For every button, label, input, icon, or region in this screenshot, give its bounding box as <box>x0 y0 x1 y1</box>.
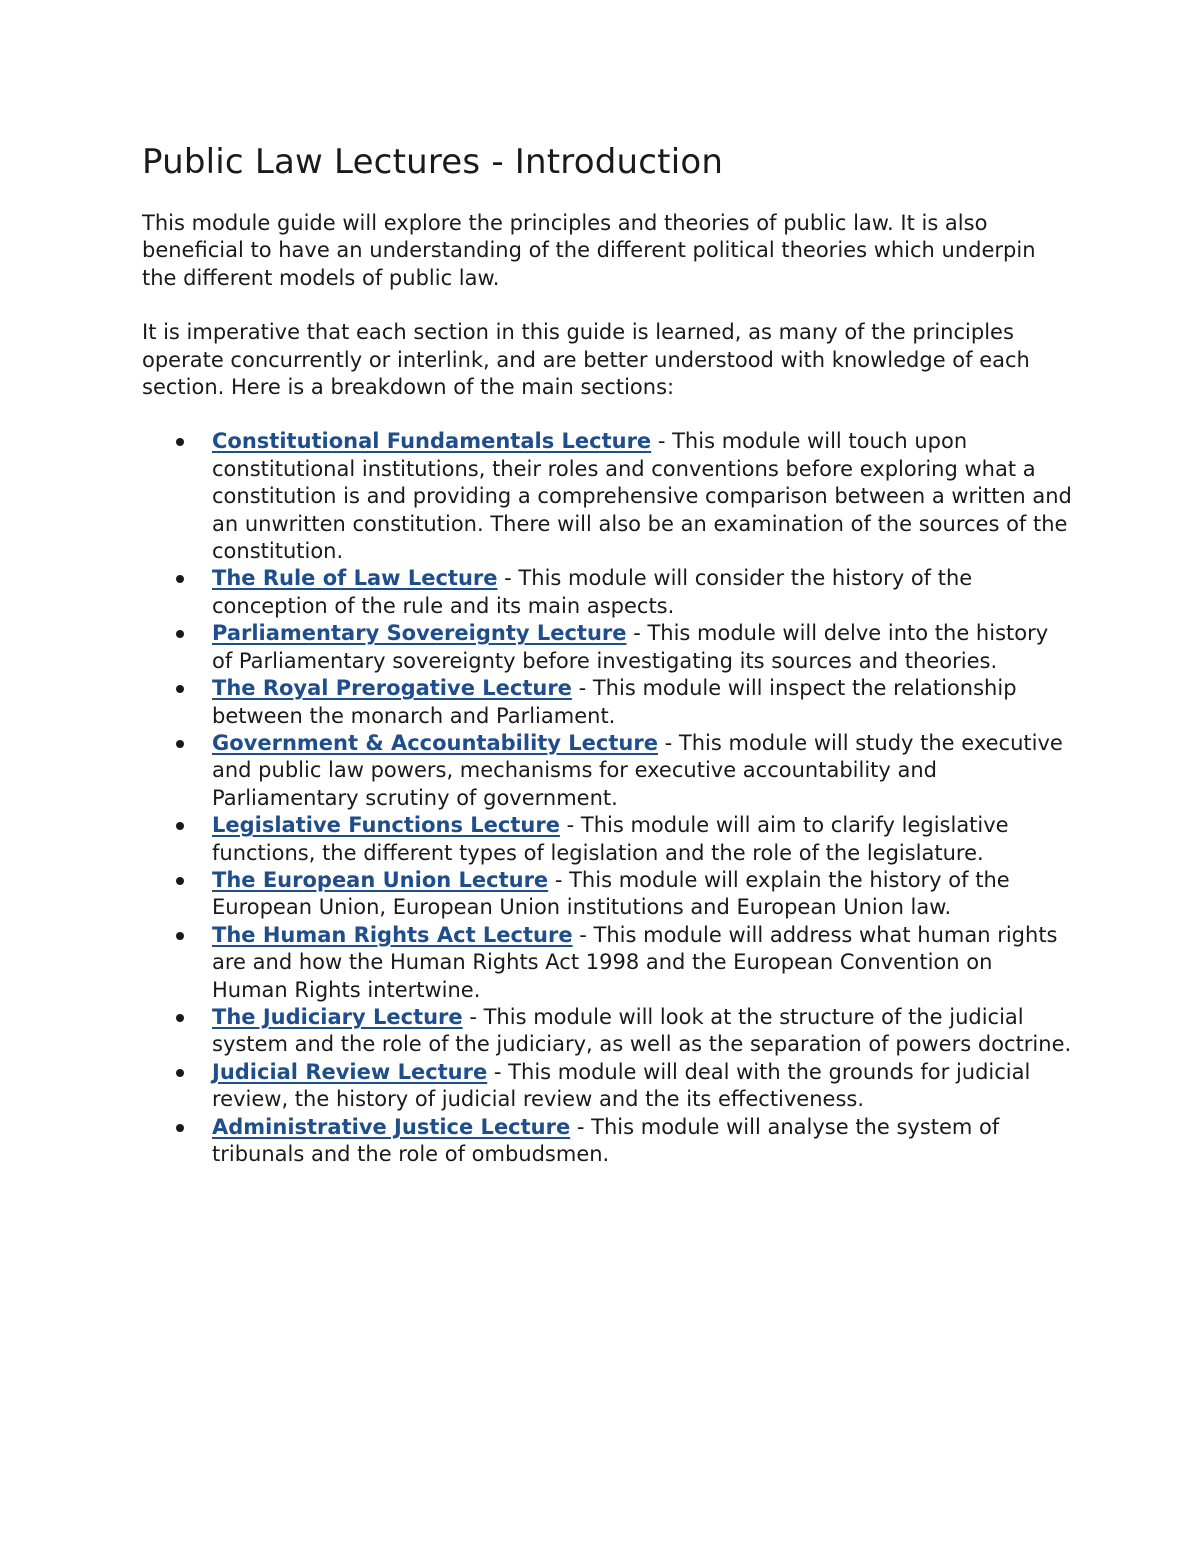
bullet-icon <box>176 822 184 830</box>
bullet-icon <box>176 630 184 638</box>
bullet-icon <box>176 1124 184 1132</box>
bullet-icon <box>176 438 184 446</box>
section-description: - This module will inspect the relationship between the monarch and Parliament. <box>212 676 1017 728</box>
section-link-rule-of-law[interactable]: The Rule of Law Lecture <box>212 566 498 591</box>
section-link-royal-prerogative[interactable]: The Royal Prerogative Lecture <box>212 676 572 701</box>
page-title: Public Law Lectures - Introduction <box>142 142 724 182</box>
list-item <box>142 1004 1072 1059</box>
breakdown-paragraph: It is imperative that each section in this guide is learned, as many of the principles operate concurrently or interlink, and are better understood with knowledge of each section. Here is a breakdown of the main sections: <box>142 320 1030 400</box>
section-description: - This module will touch upon constitutional institutions, their roles and conventions before exploring what a constitution is and providing a comprehensive comparison between a written and an unwritten constitution. There will also be an examination of the sources of the constitution. <box>212 429 1072 564</box>
section-link-government-accountability[interactable]: Government & Accountability Lecture <box>212 730 658 755</box>
section-link-parliamentary-sovereignty[interactable]: Parliamentary Sovereignty Lecture <box>212 621 627 646</box>
bullet-icon <box>176 575 184 583</box>
list-item <box>142 867 1072 922</box>
bullet-icon <box>176 1014 184 1022</box>
section-description: - This module will look at the structure of the judicial system and the role of the judiciary, as well as the separation of powers doctrine. <box>212 1004 1072 1057</box>
bullet-icon <box>176 685 184 693</box>
bullet-icon <box>176 740 184 748</box>
section-description: - This module will analyse the system of tribunals and the role of ombudsmen. <box>212 1114 1000 1166</box>
sections-list <box>142 428 1072 1168</box>
bullet-icon <box>176 932 184 940</box>
bullet-icon <box>176 1069 184 1077</box>
section-description: - This module will deal with the grounds for judicial review, the history of judicial review and the its effectiveness. <box>212 1059 1031 1112</box>
list-item <box>142 1114 1072 1169</box>
section-link-judiciary[interactable]: The Judiciary Lecture <box>212 1004 463 1029</box>
list-item <box>142 620 1072 675</box>
section-description: - This module will delve into the history of Parliamentary sovereignty before investigating its sources and theories. <box>212 621 1049 673</box>
section-description: - This module will consider the history of the conception of the rule and its main aspects. <box>212 566 973 618</box>
intro-paragraph: This module guide will explore the principles and theories of public law. It is also beneficial to have an understanding of the different political theories which underpin the different models of public law. <box>142 211 1036 290</box>
list-item <box>142 922 1072 1004</box>
section-description: - This module will aim to clarify legislative functions, the different types of legislation and the role of the legislature. <box>212 813 1009 865</box>
list-item <box>142 675 1072 730</box>
list-item <box>142 565 1072 620</box>
list-item <box>142 1059 1072 1114</box>
section-description: - This module will study the executive and public law powers, mechanisms for executive accountability and Parliamentary scrutiny of government. <box>212 730 1063 810</box>
section-description: - This module will address what human rights are and how the Human Rights Act 1998 and the European Convention on Human Rights intertwine. <box>212 922 1058 1002</box>
section-description: - This module will explain the history of the European Union, European Union institutions and European Union law. <box>212 867 1010 920</box>
list-item <box>142 730 1072 812</box>
section-link-human-rights-act[interactable]: The Human Rights Act Lecture <box>212 922 573 947</box>
document-page <box>142 140 1072 1168</box>
section-link-european-union[interactable]: The European Union Lecture <box>212 867 549 892</box>
section-link-legislative-functions[interactable]: Legislative Functions Lecture <box>212 813 560 838</box>
list-item <box>142 428 1072 565</box>
bullet-icon <box>176 877 184 885</box>
section-link-constitutional-fundamentals[interactable]: Constitutional Fundamentals Lecture <box>212 429 652 454</box>
section-link-administrative-justice[interactable]: Administrative Justice Lecture <box>212 1114 571 1139</box>
list-item <box>142 812 1072 867</box>
section-link-judicial-review[interactable]: Judicial Review Lecture <box>212 1059 488 1084</box>
